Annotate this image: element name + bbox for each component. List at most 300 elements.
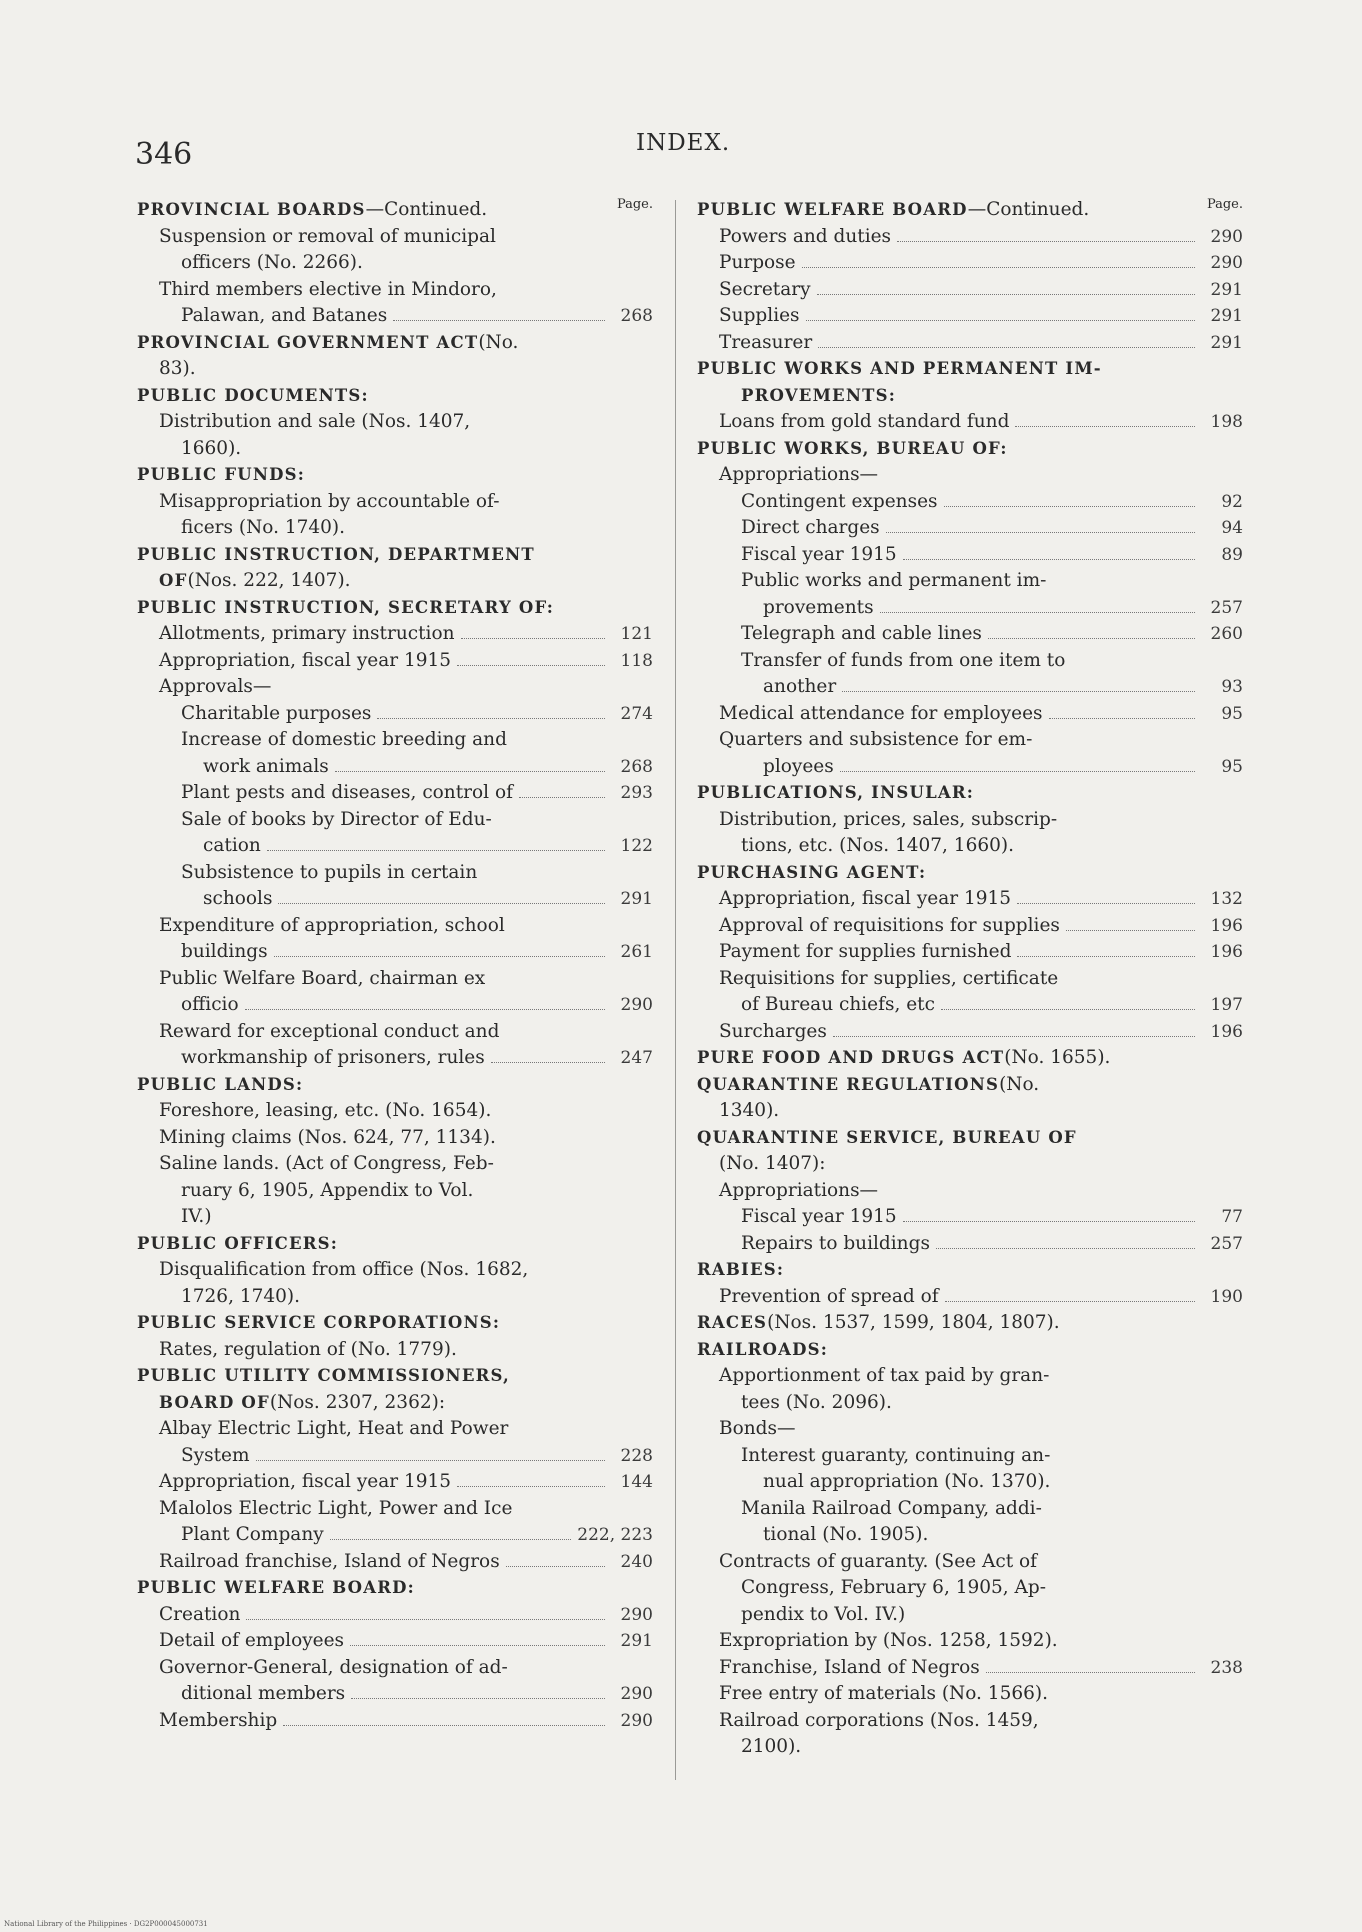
dot-leader bbox=[941, 1009, 1195, 1010]
page-reference: 291 bbox=[620, 889, 653, 909]
dot-leader bbox=[335, 771, 605, 772]
index-heading bbox=[137, 1072, 653, 1099]
index-entry bbox=[137, 1125, 653, 1152]
index-entry bbox=[697, 409, 1243, 436]
dot-leader bbox=[350, 1645, 605, 1646]
entry-text: 1660). bbox=[181, 437, 242, 459]
page-number: 346 bbox=[135, 137, 193, 172]
running-head: INDEX. bbox=[636, 130, 731, 156]
page-reference: 196 bbox=[1210, 942, 1243, 962]
index-entry bbox=[137, 515, 653, 542]
index-heading bbox=[137, 197, 653, 224]
page-reference: 197 bbox=[1210, 995, 1243, 1015]
page-reference: 198 bbox=[1210, 412, 1243, 432]
entry-text: Treasurer bbox=[719, 331, 813, 353]
page-reference: 268 bbox=[620, 306, 653, 326]
index-heading bbox=[697, 197, 1243, 224]
entry-text: Franchise, Island of Negros bbox=[719, 1656, 980, 1678]
index-entry bbox=[137, 754, 653, 781]
page-reference: 290 bbox=[620, 1684, 653, 1704]
page-reference: 290 bbox=[620, 1604, 653, 1625]
dot-leader bbox=[818, 347, 1195, 348]
index-entry bbox=[137, 489, 653, 516]
index-entry bbox=[137, 409, 653, 436]
index-entry bbox=[137, 1178, 653, 1205]
page-reference: 261 bbox=[620, 942, 653, 962]
heading-suffix: (No. bbox=[478, 331, 519, 353]
index-entry bbox=[697, 1496, 1243, 1523]
index-entry bbox=[697, 1231, 1243, 1258]
page-reference: 190 bbox=[1210, 1286, 1243, 1307]
index-heading bbox=[697, 436, 1243, 463]
footer-credit: National Library of the Philippines · DG2P000045000731 bbox=[4, 1920, 208, 1928]
index-heading bbox=[697, 780, 1243, 807]
entry-text: Appropriation, fiscal year 1915 bbox=[159, 649, 452, 671]
index-entry bbox=[137, 1151, 653, 1178]
entry-text: System bbox=[181, 1444, 250, 1466]
dot-leader bbox=[802, 267, 1195, 268]
index-entry bbox=[697, 515, 1243, 542]
index-entry bbox=[137, 860, 653, 887]
entry-text: Repairs to buildings bbox=[741, 1232, 930, 1254]
index-heading bbox=[697, 1045, 1243, 1072]
entry-text: officio bbox=[181, 994, 239, 1015]
heading-text: PUBLIC INSTRUCTION, DEPARTMENT bbox=[137, 544, 535, 564]
heading-text: PROVINCIAL BOARDS bbox=[137, 200, 366, 219]
dot-leader bbox=[278, 903, 605, 904]
entry-text: Palawan, and Batanes bbox=[181, 305, 388, 326]
index-entry bbox=[697, 1469, 1243, 1496]
index-entry bbox=[137, 621, 653, 648]
heading-text: PUBLIC LANDS: bbox=[137, 1074, 304, 1094]
dot-leader bbox=[377, 718, 605, 719]
index-entry bbox=[137, 1337, 653, 1364]
index-entry bbox=[697, 277, 1243, 304]
index-entry bbox=[697, 727, 1243, 754]
index-entry bbox=[137, 1019, 653, 1046]
entry-text: 1726, 1740). bbox=[181, 1285, 301, 1307]
index-entry bbox=[137, 913, 653, 940]
page-reference: 77 bbox=[1221, 1207, 1243, 1227]
entry-text: nual appropriation (No. 1370). bbox=[763, 1471, 1051, 1492]
heading-suffix: (Nos. 2307, 2362): bbox=[269, 1391, 446, 1413]
entry-text: Detail of employees bbox=[159, 1630, 345, 1651]
index-heading bbox=[697, 1337, 1243, 1364]
entry-text: Free entry of materials (No. 1566). bbox=[719, 1683, 1048, 1704]
heading-text: PUBLIC DOCUMENTS: bbox=[137, 385, 369, 405]
dot-leader bbox=[886, 532, 1195, 533]
entry-text: Expropriation by (Nos. 1258, 1592). bbox=[719, 1630, 1058, 1651]
index-entry bbox=[697, 674, 1243, 701]
index-entry bbox=[697, 1416, 1243, 1443]
index-entry bbox=[137, 436, 653, 463]
entry-text: workmanship of prisoners, rules bbox=[181, 1047, 485, 1068]
entry-text: Suspension or removal of municipal bbox=[159, 225, 496, 247]
index-entry bbox=[137, 648, 653, 675]
index-entry bbox=[697, 1734, 1243, 1761]
index-entry bbox=[137, 701, 653, 728]
entry-text: tees (No. 2096). bbox=[741, 1391, 892, 1413]
entry-text: Public Welfare Board, chairman ex bbox=[159, 967, 486, 989]
index-entry bbox=[697, 1522, 1243, 1549]
index-entry bbox=[697, 1549, 1243, 1576]
index-entry bbox=[137, 1496, 653, 1523]
entry-text: Approvals— bbox=[159, 676, 272, 697]
index-entry bbox=[697, 939, 1243, 966]
index-entry bbox=[697, 648, 1243, 675]
index-entry bbox=[697, 992, 1243, 1019]
page-reference: 92 bbox=[1221, 491, 1243, 512]
index-entry bbox=[137, 1708, 653, 1735]
dot-leader bbox=[880, 612, 1195, 613]
dot-leader bbox=[945, 1301, 1195, 1302]
index-entry bbox=[697, 250, 1243, 277]
page-reference: 290 bbox=[620, 1710, 653, 1731]
entry-text: Medical attendance for employees bbox=[719, 702, 1043, 724]
dot-leader bbox=[330, 1539, 572, 1540]
index-entry bbox=[697, 1019, 1243, 1046]
index-entry bbox=[697, 1681, 1243, 1708]
index-entry bbox=[137, 1655, 653, 1682]
entry-text: Payment for supplies furnished bbox=[719, 941, 1012, 962]
entry-text: Prevention of spread of bbox=[719, 1285, 939, 1307]
page-reference: 118 bbox=[620, 650, 653, 671]
page-reference: 132 bbox=[1210, 889, 1243, 909]
dot-leader bbox=[245, 1009, 605, 1010]
index-entry bbox=[137, 356, 653, 383]
index-entry bbox=[697, 1390, 1243, 1417]
entry-text: Telegraph and cable lines bbox=[741, 623, 982, 644]
entry-text: work animals bbox=[203, 755, 329, 777]
index-entry bbox=[137, 1443, 653, 1470]
heading-suffix: (Nos. 1537, 1599, 1804, 1807). bbox=[767, 1312, 1060, 1333]
index-entry bbox=[137, 303, 653, 330]
entry-text: Rates, regulation of (No. 1779). bbox=[159, 1338, 457, 1360]
index-heading bbox=[137, 1390, 653, 1417]
entry-text: Congress, February 6, 1905, Ap- bbox=[741, 1577, 1046, 1598]
heading-text: RABIES: bbox=[697, 1260, 785, 1279]
page-reference: 291 bbox=[1210, 279, 1243, 300]
entry-text: Appropriations— bbox=[719, 1179, 879, 1201]
dot-leader bbox=[936, 1248, 1195, 1249]
heading-text: BOARD OF bbox=[159, 1392, 270, 1412]
entry-text: Third members elective in Mindoro, bbox=[159, 278, 497, 300]
entry-text: Appropriations— bbox=[719, 464, 879, 485]
index-column-right bbox=[697, 197, 1243, 1761]
index-entry bbox=[137, 1416, 653, 1443]
dot-leader bbox=[506, 1566, 605, 1567]
heading-suffix: (No. bbox=[999, 1073, 1040, 1095]
page-reference: 247 bbox=[620, 1048, 653, 1068]
entry-text: provements bbox=[763, 596, 874, 618]
entry-text: cation bbox=[203, 835, 261, 856]
dot-leader bbox=[491, 1062, 605, 1063]
dot-leader bbox=[944, 506, 1195, 507]
entry-text: Powers and duties bbox=[719, 225, 892, 247]
entry-text: schools bbox=[203, 888, 273, 909]
entry-text: Railroad corporations (Nos. 1459, bbox=[719, 1709, 1039, 1731]
index-entry bbox=[697, 701, 1243, 728]
index-entry bbox=[697, 621, 1243, 648]
dot-leader bbox=[842, 691, 1195, 692]
entry-text: Fiscal year 1915 bbox=[741, 543, 897, 565]
entry-text: Bonds— bbox=[719, 1418, 796, 1439]
index-entry bbox=[137, 727, 653, 754]
page-reference: 95 bbox=[1221, 756, 1243, 777]
heading-text: PUBLIC UTILITY COMMISSIONERS, bbox=[137, 1366, 511, 1385]
index-entry bbox=[697, 1284, 1243, 1311]
heading-text: PUBLIC WORKS, BUREAU OF: bbox=[697, 438, 1008, 458]
column-divider bbox=[675, 200, 676, 1780]
entry-text: Apportionment of tax paid by gran- bbox=[719, 1365, 1050, 1386]
entry-text: pendix to Vol. IV.) bbox=[741, 1603, 906, 1625]
entry-text: Distribution and sale (Nos. 1407, bbox=[159, 411, 471, 432]
page-reference: 94 bbox=[1221, 518, 1243, 538]
entry-text: Plant Company bbox=[181, 1524, 324, 1545]
index-entry bbox=[137, 1098, 653, 1125]
entry-text: of Bureau chiefs, etc bbox=[741, 994, 935, 1015]
heading-text: QUARANTINE REGULATIONS bbox=[697, 1074, 1000, 1094]
entry-text: Manila Railroad Company, addi- bbox=[741, 1497, 1042, 1519]
heading-suffix: —Continued. bbox=[967, 199, 1090, 220]
page-reference: 293 bbox=[620, 783, 653, 803]
entry-text: Requisitions for supplies, certificate bbox=[719, 967, 1059, 989]
entry-text: tional (No. 1905). bbox=[763, 1524, 929, 1545]
index-entry bbox=[697, 807, 1243, 834]
heading-text: PURCHASING AGENT: bbox=[697, 862, 927, 882]
index-entry bbox=[697, 330, 1243, 357]
page-reference: 257 bbox=[1210, 597, 1243, 618]
dot-leader bbox=[806, 320, 1195, 321]
dot-leader bbox=[457, 665, 605, 666]
index-entry bbox=[697, 1602, 1243, 1629]
index-column-left bbox=[137, 197, 653, 1734]
dot-leader bbox=[457, 1486, 605, 1487]
entry-text: 83). bbox=[159, 358, 196, 379]
index-entry bbox=[137, 1628, 653, 1655]
entry-text: ruary 6, 1905, Appendix to Vol. bbox=[181, 1179, 474, 1201]
heading-text: PURE FOOD AND DRUGS ACT bbox=[697, 1048, 1005, 1067]
dot-leader bbox=[246, 1619, 605, 1620]
index-entry bbox=[137, 1681, 653, 1708]
dot-leader bbox=[903, 1221, 1195, 1222]
heading-text: PUBLIC WELFARE BOARD bbox=[697, 200, 968, 219]
heading-text: PUBLIC WORKS AND PERMANENT IM- bbox=[697, 359, 1102, 378]
entry-text: (No. 1407): bbox=[719, 1153, 826, 1174]
index-heading bbox=[137, 1363, 653, 1390]
page-column-header: Page. bbox=[1206, 197, 1243, 212]
index-entry bbox=[137, 939, 653, 966]
page-reference: 196 bbox=[1210, 1021, 1243, 1042]
heading-text: RAILROADS: bbox=[697, 1339, 829, 1359]
index-entry bbox=[697, 966, 1243, 993]
entry-text: Membership bbox=[159, 1709, 278, 1731]
index-heading bbox=[137, 1231, 653, 1258]
entry-text: ditional members bbox=[181, 1683, 346, 1704]
entry-text: Foreshore, leasing, etc. (No. 1654). bbox=[159, 1100, 492, 1121]
entry-text: 1340). bbox=[719, 1100, 780, 1121]
heading-text: PUBLIC FUNDS: bbox=[137, 465, 306, 484]
entry-text: Governor-General, designation of ad- bbox=[159, 1656, 508, 1678]
dot-leader bbox=[833, 1036, 1195, 1037]
dot-leader bbox=[461, 638, 606, 639]
page-reference: 222, 223 bbox=[577, 1525, 653, 1545]
index-heading bbox=[137, 462, 653, 489]
entry-text: tions, etc. (Nos. 1407, 1660). bbox=[741, 835, 1014, 856]
page-reference: 291 bbox=[1210, 306, 1243, 326]
entry-text: Distribution, prices, sales, subscrip- bbox=[719, 808, 1058, 830]
index-entry bbox=[697, 913, 1243, 940]
entry-text: Appropriation, fiscal year 1915 bbox=[159, 1471, 452, 1492]
index-heading bbox=[697, 1310, 1243, 1337]
index-entry bbox=[137, 966, 653, 993]
page-reference: 93 bbox=[1221, 677, 1243, 697]
heading-text: PROVEMENTS: bbox=[741, 385, 896, 405]
entry-text: Subsistence to pupils in certain bbox=[181, 861, 478, 883]
index-entry bbox=[697, 1151, 1243, 1178]
entry-text: Direct charges bbox=[741, 517, 880, 538]
index-entry bbox=[137, 224, 653, 251]
index-heading bbox=[697, 1257, 1243, 1284]
heading-text: PUBLICATIONS, INSULAR: bbox=[697, 783, 975, 802]
heading-suffix: (No. 1655). bbox=[1004, 1047, 1111, 1068]
entry-text: Mining claims (Nos. 624, 77, 1134). bbox=[159, 1126, 496, 1148]
entry-text: officers (No. 2266). bbox=[181, 252, 363, 273]
index-heading bbox=[697, 1125, 1243, 1152]
heading-text: PUBLIC SERVICE CORPORATIONS: bbox=[137, 1313, 501, 1332]
entry-text: Supplies bbox=[719, 305, 800, 326]
index-entry bbox=[697, 833, 1243, 860]
index-entry bbox=[137, 886, 653, 913]
dot-leader bbox=[283, 1725, 605, 1726]
page-reference: 291 bbox=[1210, 332, 1243, 353]
entry-text: Albay Electric Light, Heat and Power bbox=[159, 1418, 509, 1439]
entry-text: Surcharges bbox=[719, 1020, 827, 1042]
index-entry bbox=[137, 674, 653, 701]
entry-text: ployees bbox=[763, 755, 834, 777]
heading-text: PUBLIC WELFARE BOARD: bbox=[137, 1578, 415, 1597]
dot-leader bbox=[840, 771, 1195, 772]
index-entry bbox=[697, 1178, 1243, 1205]
entry-text: Misappropriation by accountable of- bbox=[159, 490, 500, 512]
index-entry bbox=[137, 1469, 653, 1496]
entry-text: Railroad franchise, Island of Negros bbox=[159, 1550, 500, 1572]
index-entry bbox=[697, 1098, 1243, 1125]
index-entry bbox=[137, 1045, 653, 1072]
dot-leader bbox=[274, 956, 605, 957]
entry-text: Creation bbox=[159, 1603, 241, 1625]
entry-text: Appropriation, fiscal year 1915 bbox=[719, 888, 1012, 909]
index-entry bbox=[137, 1549, 653, 1576]
page-reference: 274 bbox=[620, 703, 653, 724]
entry-text: Fiscal year 1915 bbox=[741, 1206, 897, 1227]
entry-text: Disqualification from office (Nos. 1682, bbox=[159, 1259, 529, 1280]
index-entry bbox=[697, 542, 1243, 569]
page-reference: 291 bbox=[620, 1631, 653, 1651]
dot-leader bbox=[1049, 718, 1195, 719]
page-reference: 238 bbox=[1210, 1657, 1243, 1678]
entry-text: IV.) bbox=[181, 1206, 212, 1227]
heading-suffix: —Continued. bbox=[365, 199, 488, 220]
index-heading bbox=[697, 1072, 1243, 1099]
entry-text: Interest guaranty, continuing an- bbox=[741, 1444, 1051, 1466]
index-heading bbox=[697, 383, 1243, 410]
entry-text: Increase of domestic breeding and bbox=[181, 729, 507, 750]
entry-text: Loans from gold standard fund bbox=[719, 411, 1010, 432]
entry-text: ficers (No. 1740). bbox=[181, 517, 346, 538]
index-entry bbox=[697, 1575, 1243, 1602]
index-entry bbox=[137, 250, 653, 277]
entry-text: Public works and permanent im- bbox=[741, 570, 1047, 591]
index-entry bbox=[137, 833, 653, 860]
dot-leader bbox=[393, 320, 605, 321]
heading-text: RACES bbox=[697, 1313, 768, 1332]
index-entry bbox=[137, 807, 653, 834]
entry-text: Approval of requisitions for supplies bbox=[719, 914, 1060, 936]
dot-leader bbox=[986, 1672, 1195, 1673]
page-reference: 257 bbox=[1210, 1233, 1243, 1254]
page-reference: 196 bbox=[1210, 915, 1243, 936]
index-entry bbox=[697, 462, 1243, 489]
index-entry bbox=[697, 224, 1243, 251]
index-entry bbox=[697, 754, 1243, 781]
index-entry bbox=[137, 1522, 653, 1549]
page-reference: 122 bbox=[620, 836, 653, 856]
page-reference: 240 bbox=[620, 1551, 653, 1572]
index-entry bbox=[137, 992, 653, 1019]
entry-text: Expenditure of appropriation, school bbox=[159, 914, 505, 936]
index-entry bbox=[137, 277, 653, 304]
dot-leader bbox=[519, 797, 605, 798]
entry-text: Purpose bbox=[719, 252, 796, 273]
entry-text: 2100). bbox=[741, 1736, 802, 1757]
entry-text: Sale of books by Director of Edu- bbox=[181, 808, 492, 830]
index-entry bbox=[697, 1363, 1243, 1390]
entry-text: Malolos Electric Light, Power and Ice bbox=[159, 1497, 513, 1519]
dot-leader bbox=[988, 638, 1195, 639]
index-entry bbox=[697, 1708, 1243, 1735]
entry-text: Saline lands. (Act of Congress, Feb- bbox=[159, 1153, 494, 1174]
index-heading bbox=[137, 542, 653, 569]
index-heading bbox=[697, 860, 1243, 887]
entry-text: Plant pests and diseases, control of bbox=[181, 782, 513, 803]
page-reference: 144 bbox=[620, 1472, 653, 1492]
index-entry bbox=[697, 595, 1243, 622]
page-reference: 290 bbox=[620, 995, 653, 1015]
index-entry bbox=[137, 780, 653, 807]
dot-leader bbox=[267, 850, 605, 851]
entry-text: Secretary bbox=[719, 278, 811, 300]
dot-leader bbox=[897, 241, 1195, 242]
dot-leader bbox=[1066, 930, 1195, 931]
dot-leader bbox=[351, 1698, 605, 1699]
entry-text: Reward for exceptional conduct and bbox=[159, 1020, 500, 1042]
page-reference: 290 bbox=[1210, 253, 1243, 273]
entry-text: Quarters and subsistence for em- bbox=[719, 729, 1033, 750]
index-heading bbox=[137, 383, 653, 410]
dot-leader bbox=[1017, 903, 1195, 904]
index-entry bbox=[697, 303, 1243, 330]
dot-leader bbox=[1015, 426, 1195, 427]
heading-suffix: (Nos. 222, 1407). bbox=[187, 570, 351, 591]
index-heading bbox=[137, 595, 653, 622]
index-entry bbox=[697, 886, 1243, 913]
heading-text: QUARANTINE SERVICE, BUREAU OF bbox=[697, 1127, 1077, 1147]
index-heading bbox=[137, 568, 653, 595]
entry-text: Charitable purposes bbox=[181, 702, 372, 724]
entry-text: Contracts of guaranty. (See Act of bbox=[719, 1550, 1038, 1572]
index-heading bbox=[137, 330, 653, 357]
